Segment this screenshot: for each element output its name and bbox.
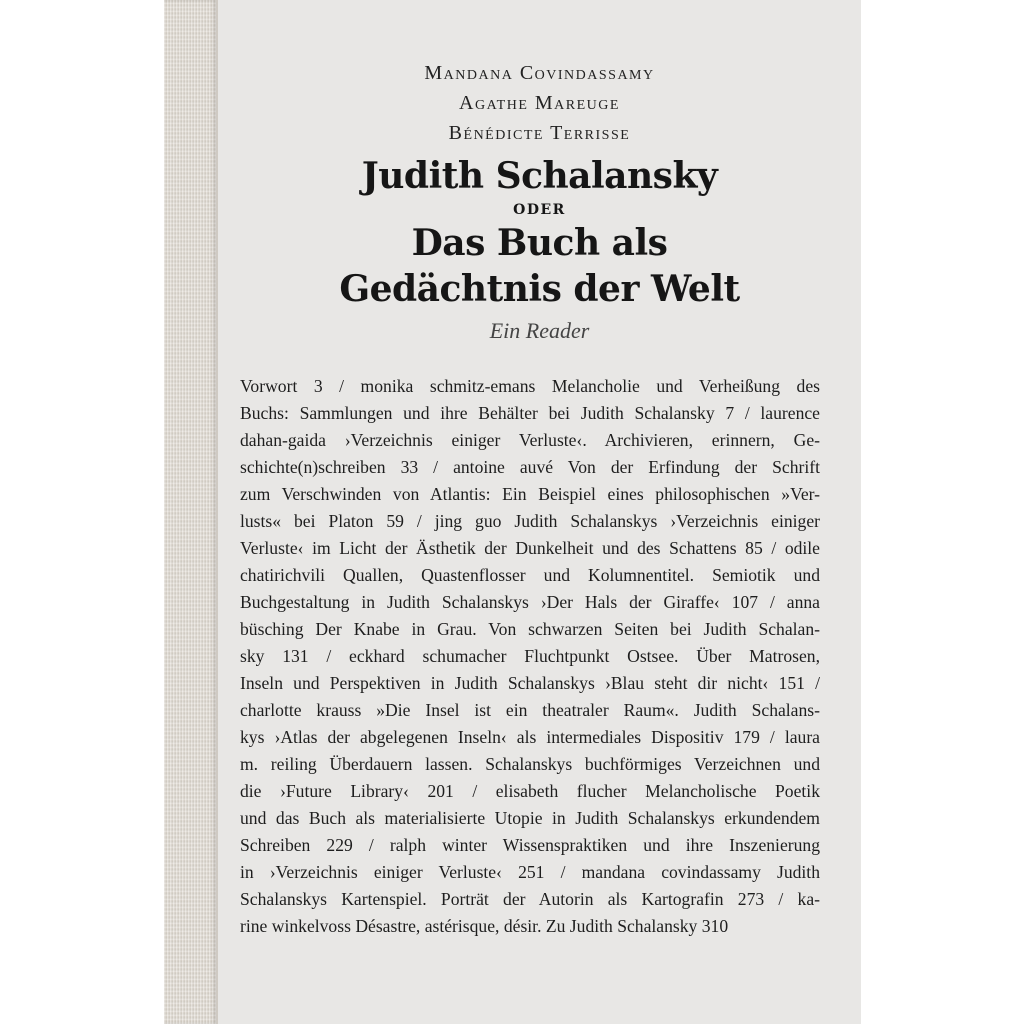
title-line-3: Gedächtnis der Welt [339,268,740,310]
toc-line: zum Verschwinden von Atlantis: Ein Beispiel eines philosophischen »Ver- [240,484,820,504]
title-connector: ODER [513,202,566,218]
book-cover [164,0,861,1024]
toc-line: die ›Future Library‹ 201 / elisabeth flucher Melancholische Poetik [240,781,820,801]
toc-line: Inseln und Perspektiven in Judith Schalanskys ›Blau steht dir nicht‹ 151 / [240,673,820,693]
toc-line: Schalanskys Kartenspiel. Porträt der Autorin als Kartografin 273 / ka- [240,889,820,909]
toc-line: m. reiling Überdauern lassen. Schalanskys buchförmiges Verzeichnen und [240,754,820,774]
toc-line: in ›Verzeichnis einiger Verluste‹ 251 / mandana covindassamy Judith [240,862,820,882]
toc-line: kys ›Atlas der abgelegenen Inseln‹ als intermediales Dispositiv 179 / laura [240,727,820,747]
toc-line: Verluste‹ im Licht der Ästhetik der Dunkelheit und des Schattens 85 / odile [240,538,820,558]
toc-line: schichte(n)schreiben 33 / antoine auvé Von der Erfindung der Schrift [240,457,820,477]
toc-line: und das Buch als materialisierte Utopie in Judith Schalanskys erkundendem [240,808,820,828]
title-line-1: Judith Schalansky [361,155,718,197]
toc-line: dahan-gaida ›Verzeichnis einiger Verluste‹. Archivieren, erinnern, Ge- [240,430,820,450]
book-spine [164,0,216,1024]
toc-line: büsching Der Knabe in Grau. Von schwarzen Seiten bei Judith Schalan- [240,619,820,639]
toc-line: lusts« bei Platon 59 / jing guo Judith Schalanskys ›Verzeichnis einiger [240,511,820,531]
book-title [218,152,861,346]
toc-line: Vorwort 3 / monika schmitz-emans Melancholie und Verheißung des [240,376,820,396]
toc-line: Buchgestaltung in Judith Schalanskys ›Der Hals der Giraffe‹ 107 / anna [240,592,820,612]
subtitle: Ein Reader [489,318,590,343]
toc-line: chatirichvili Quallen, Quastenflosser und Kolumnentitel. Semiotik und [240,565,820,585]
toc-line: sky 131 / eckhard schumacher Fluchtpunkt Ostsee. Über Matrosen, [240,646,820,666]
table-of-contents [240,373,820,940]
author-2: Agathe Mareuge [459,92,620,114]
toc-line: Schreiben 229 / ralph winter Wissenspraktiken und ihre Inszenierung [240,835,820,855]
title-line-2: Das Buch als [411,222,668,264]
toc-line: Buchs: Sammlungen und ihre Behälter bei Judith Schalansky 7 / laurence [240,403,820,423]
toc-line: rine winkelvoss Désastre, astérisque, désir. Zu Judith Schalansky 310 [240,916,729,936]
toc-line: charlotte krauss »Die Insel ist ein theatraler Raum«. Judith Schalans- [240,700,820,720]
author-list [218,58,861,148]
author-3: Bénédicte Terrisse [448,122,631,144]
author-1: Mandana Covindassamy [424,62,655,84]
